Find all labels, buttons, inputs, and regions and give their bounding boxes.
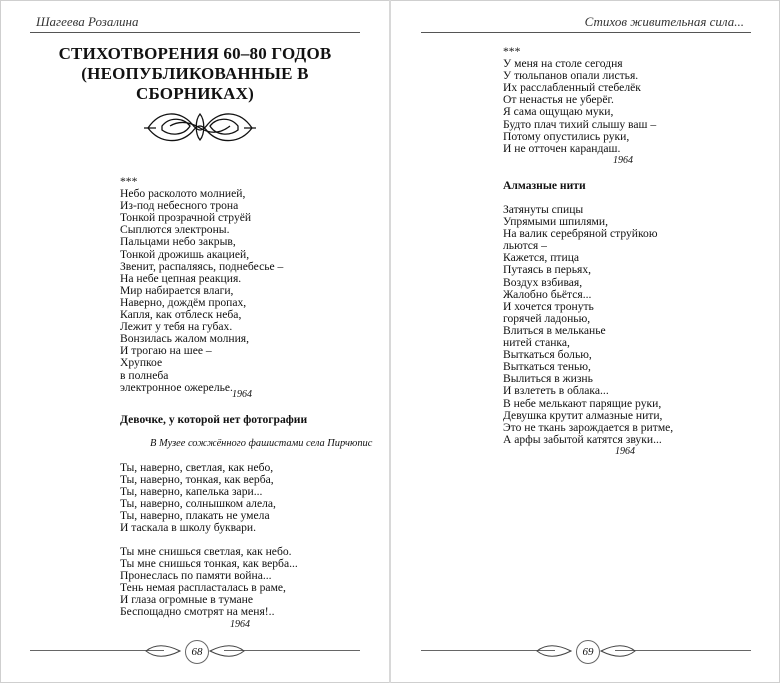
poem-year: 1964 (232, 389, 252, 400)
poem-line: Я сама ощущаю муки, (503, 105, 614, 119)
running-head-left: Шагеева Розалина (36, 14, 139, 29)
poem-line: Небо расколото молнией, (120, 187, 246, 201)
poem-4-body (503, 204, 673, 446)
poem-year: 1964 (230, 619, 250, 630)
poem-line: Ты мне снишься светлая, как небо. (120, 545, 292, 558)
poem-line: И трогаю на шее – (120, 344, 212, 358)
poem-line: электронное ожерелье. (120, 380, 233, 394)
poem-3-body (503, 46, 656, 155)
poem-line: в полнеба (120, 368, 169, 382)
poem-line: Упрямыми шпилями, (503, 215, 608, 229)
poem-line: Беспощадно смотрят на меня!.. (120, 605, 275, 619)
header-rule (421, 32, 751, 33)
poem-year: 1964 (613, 155, 633, 166)
poem-line: Их расслабленный стебелёк (503, 81, 641, 95)
poem-line: Будто плач тихий слышу ваш – (503, 117, 657, 131)
poem-line: Жалобно бьётся... (503, 287, 592, 301)
poem-line: Вонзилась жалом молния, (120, 332, 250, 346)
right-page (391, 0, 780, 683)
poem-2-stanza-1 (120, 462, 276, 535)
poem-line: Путаясь в перьях, (503, 263, 592, 277)
poem-line: Лежит у тебя на губах. (120, 320, 233, 334)
running-head-right: Стихов живительная сила... (584, 14, 744, 29)
poem-line: Затянуты спицы (503, 203, 584, 216)
poem-line: Тонкой прозрачной струёй (120, 211, 252, 225)
poem-line: Ты, наверно, солнышком алела, (120, 497, 276, 511)
poem-line: Ты, наверно, капелька зари... (120, 485, 263, 499)
poem-line: Ты, наверно, плакать не умела (120, 509, 270, 523)
poem-line: А арфы забытой катятся звуки... (503, 432, 662, 446)
poem-line: Хрупкое (120, 356, 163, 370)
poem-asterisks: *** (503, 45, 521, 58)
poem-line: горячей ладонью, (503, 311, 591, 325)
poem-line: Пальцами небо закрыв, (120, 235, 236, 249)
poem-line: И хочется тронуть (503, 299, 594, 313)
poem-title: Девочке, у которой нет фотографии (120, 413, 308, 426)
poem-line: У тюльпанов опали листья. (503, 69, 639, 83)
poem-line: Пронеслась по памяти война... (120, 569, 272, 583)
poem-line: Выткаться болью, (503, 348, 592, 362)
poem-line: Сыплются электроны. (120, 223, 230, 237)
page-number: 69 (576, 640, 600, 664)
poem-line: Тонкой дрожишь акацией, (120, 247, 250, 261)
poem-year: 1964 (615, 446, 635, 457)
poem-line: Ты, наверно, тонкая, как верба, (120, 473, 274, 487)
poem-line: В небе мелькают парящие руки, (503, 396, 662, 410)
poem-line: Потому опустились руки, (503, 129, 630, 143)
poem-line: Девушка крутит алмазные нити, (503, 408, 663, 422)
poem-line: У меня на столе сегодня (503, 57, 623, 71)
poem-line: Ты, наверно, светлая, как небо, (120, 461, 274, 474)
poem-line: На валик серебряной струйкою (503, 227, 658, 241)
poem-line: Из-под небесного трона (120, 199, 239, 213)
footer-flourish-icon (144, 641, 184, 661)
poem-line: Наверно, дождём пропах, (120, 295, 247, 309)
header-rule (30, 32, 360, 33)
page-number: 68 (185, 640, 209, 664)
poem-dedication: В Музее сожжённого фашистами села Пирчюпис (150, 438, 373, 449)
poem-asterisks: *** (120, 175, 138, 188)
poem-1-body (120, 176, 283, 394)
poem-line: От ненастья не уберёг. (503, 93, 614, 107)
footer-flourish-icon (535, 641, 575, 661)
poem-line: На небе цепная реакция. (120, 271, 242, 285)
poem-line: Влиться в мельканье (503, 323, 606, 337)
poem-line: Тень немая распласталась в раме, (120, 581, 286, 595)
poem-line: Ты мне снишься тонкая, как верба... (120, 557, 298, 571)
poem-line: И не отточен карандаш. (503, 141, 621, 155)
poem-line: Это не ткань зарождается в ритме, (503, 420, 674, 434)
poem-line: Капля, как отблеск неба, (120, 308, 242, 322)
poem-line: Звенит, распаляясь, поднебесье – (120, 259, 284, 273)
poem-line: И таскала в школу буквари. (120, 521, 257, 535)
poem-line: Выткаться тенью, (503, 360, 591, 374)
footer-flourish-icon (206, 641, 246, 661)
poem-2-stanza-2 (120, 546, 298, 619)
poem-line: льются – (503, 239, 547, 253)
left-page (0, 0, 389, 683)
poem-line: Кажется, птица (503, 251, 580, 265)
poem-line: Воздух взбивая, (503, 275, 583, 289)
section-title-line-1: СТИХОТВОРЕНИЯ 60–80 ГОДОВ (58, 44, 332, 63)
poem-line: И взлететь в облака... (503, 384, 609, 398)
poem-line: Мир набирается влаги, (120, 283, 234, 297)
poem-title: Алмазные нити (503, 179, 586, 192)
ornament-flourish-icon (140, 104, 260, 148)
poem-line: И глаза огромные в тумане (120, 593, 253, 607)
footer-flourish-icon (597, 641, 637, 661)
poem-line: нитей станка, (503, 336, 570, 350)
section-title (30, 44, 360, 104)
poem-line: Вылиться в жизнь (503, 372, 593, 386)
section-title-line-2: (НЕОПУБЛИКОВАННЫЕ В СБОРНИКАХ) (81, 64, 309, 103)
